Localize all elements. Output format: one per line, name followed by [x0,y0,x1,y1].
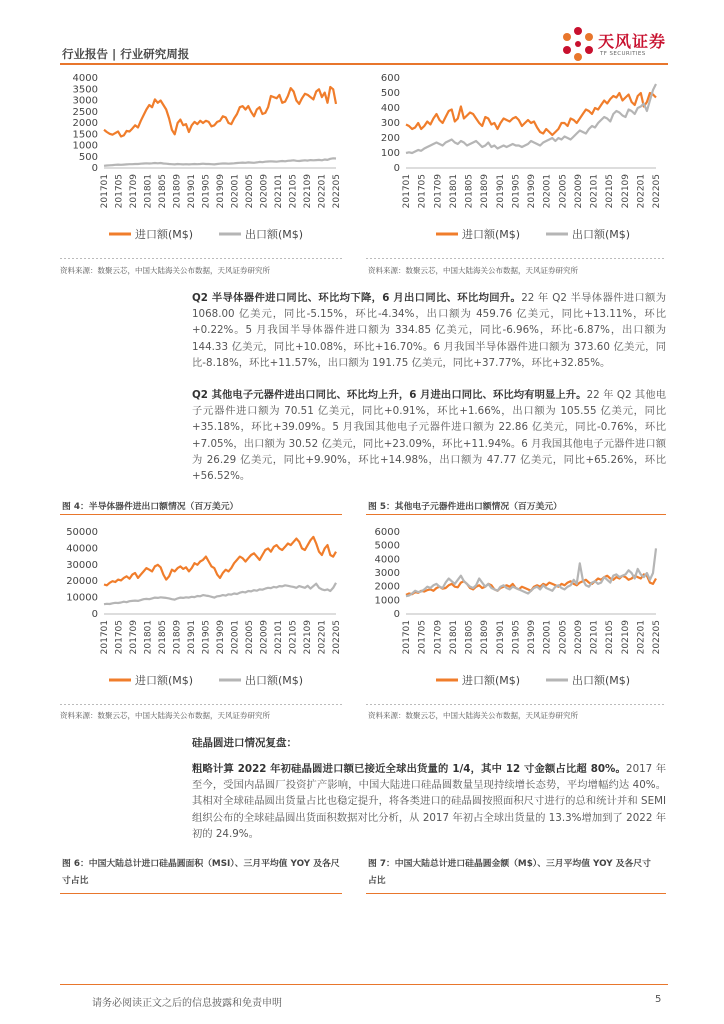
source-note: 资料来源：数聚云芯，中国大陆海关公布数据，天风证券研究所 [60,711,270,720]
legend-label: 出口额(M$) [572,674,631,687]
paragraph-lead: Q2 其他电子元器件进出口同比、环比均上升，6 月进出口同比、环比均有明显上升。 [192,389,587,401]
y-tick-label: 0 [393,609,400,620]
source-note: 资料来源：数聚云芯，中国大陆海关公布数据，天风证券研究所 [368,711,578,720]
x-tick-label: 202205 [332,174,342,209]
legend-label: 出口额(M$) [245,674,304,687]
x-tick-label: 202005 [245,620,255,655]
y-tick-label: 10000 [66,592,98,604]
x-tick-label: 202009 [259,620,270,655]
x-tick-label: 202009 [573,174,584,209]
x-tick-label: 202109 [620,174,631,209]
x-tick-label: 201705 [114,620,125,655]
figure-5-title: 图 5：其他电子元器件进出口额情况（百万美元） [368,502,562,512]
logo-sub: TF SECURITIES [600,51,646,57]
paragraph-lead: Q2 半导体器件进口同比、环比均下降，6 月出口同比、环比均回升。 [192,292,522,304]
x-tick-label: 201805 [158,174,168,209]
x-tick-label: 201801 [143,620,154,655]
chart-svg [62,70,344,250]
y-tick-label: 1500 [72,129,98,141]
y-tick-label: 400 [380,103,400,114]
section-title: 硅晶圆进口情况复盘： [192,737,297,749]
page-number: 5 [655,994,662,1005]
x-tick-label: 202105 [288,620,299,655]
x-tick-label: 201801 [143,174,154,209]
x-tick-label: 201701 [100,620,110,655]
source-note: 资料来源：数聚云芯，中国大陆海关公布数据，天风证券研究所 [368,266,578,275]
x-tick-label: 201905 [201,174,212,209]
footer-disclaimer: 请务必阅读正文之后的信息披露和免责申明 [92,998,282,1009]
y-tick-label: 200 [380,133,400,144]
x-tick-label: 201701 [402,620,412,655]
figure-4-title: 图 4：半导体器件进出口额情况（百万美元） [62,502,239,512]
chart-figure-5 [364,524,664,696]
x-tick-label: 202009 [259,174,270,209]
x-tick-label: 201801 [448,174,459,209]
paragraph-body: 22 年 Q2 其他电子元器件进口额为 70.51 亿美元，同比+0.91%，环比+1.66%，出口额为 105.55 亿美元，同比+35.18%，环比+39.09%。5 月我国其他电子元器件进口额为 22.86 亿美元，同比-0.76%，环比+7.05%，出口额为 30.52 亿美元，同比+23.09%，环比+11.94%。6 月我国其他电子元器件进口额为 26.29 亿美元，同比+9.90%，环比+14.98%，出口额为 47.77 亿美元，同比+65.26%，环比+56.52%。 [192,389,666,483]
series-line-import [104,87,336,137]
x-tick-label: 202001 [230,620,241,655]
x-tick-label: 201705 [417,174,428,209]
x-tick-label: 201709 [129,174,139,209]
figure-rule [366,514,666,515]
x-tick-label: 201901 [187,620,197,655]
x-tick-label: 202201 [636,174,647,209]
y-tick-label: 4000 [374,554,400,566]
source-divider [60,258,342,259]
chart-other-components-top [364,70,664,250]
y-tick-label: 300 [380,118,400,129]
x-tick-label: 201905 [511,174,522,209]
x-tick-label: 202109 [303,620,313,655]
chart-semiconductor-top [62,70,344,250]
x-tick-label: 201709 [129,620,139,655]
x-tick-label: 201809 [172,174,183,209]
x-tick-label: 202001 [542,174,553,209]
chart-svg [62,524,344,696]
x-tick-label: 202201 [317,174,328,209]
y-tick-label: 5000 [374,540,400,552]
x-tick-label: 201805 [464,620,475,655]
source-divider [366,704,666,705]
y-tick-label: 3500 [72,84,98,96]
y-tick-label: 2000 [72,118,98,129]
header-rule [60,63,668,65]
y-tick-label: 40000 [66,543,98,555]
x-tick-label: 202001 [542,620,553,655]
x-tick-label: 202201 [636,620,647,655]
x-tick-label: 201809 [480,174,491,209]
y-tick-label: 20000 [66,576,98,588]
y-tick-label: 3000 [72,95,98,107]
series-line-import [406,93,656,135]
figure-rule [60,893,342,894]
footer-rule [60,984,668,985]
y-tick-label: 1000 [374,595,400,607]
x-tick-label: 201901 [495,174,506,209]
y-tick-label: 100 [380,148,400,159]
source-note: 资料来源：数聚云芯，中国大陆海关公布数据，天风证券研究所 [60,266,270,275]
x-tick-label: 201701 [402,174,412,209]
chart-figure-4 [62,524,344,696]
figure-rule [60,514,342,515]
y-tick-label: 50000 [66,527,98,538]
x-tick-label: 201909 [527,174,537,209]
paragraph-body: 2017 年至今，受国内晶圆厂投资扩产影响，中国大陆进口硅晶圆数量呈现持续增长态势，平均增幅约达 40%。其相对全球硅晶圆出货量占比也稳定提升，将各类进口的硅晶圆按照面积尺寸进行的总和统计并和 SEMI 组织公布的全球硅晶圆出货面积数据对比分析，从 2017 年初占全球出货量的 13.3%增加到了 2022 年初的 24.9%。 [192,763,667,840]
paragraph-other-components [192,387,666,484]
x-tick-label: 202101 [589,174,600,209]
x-tick-label: 202001 [230,174,241,209]
x-tick-label: 202105 [288,174,299,209]
x-tick-label: 201709 [433,174,444,209]
series-line-export [104,158,336,166]
x-tick-label: 202101 [274,620,284,655]
series-line-import [104,537,336,585]
source-divider [366,258,666,259]
x-tick-label: 201905 [511,620,522,655]
y-tick-label: 30000 [66,559,98,571]
legend-label: 出口额(M$) [572,228,631,241]
x-tick-label: 201805 [464,174,475,209]
y-tick-label: 0 [393,163,400,174]
x-tick-label: 202005 [245,174,255,209]
y-tick-label: 2000 [374,581,400,593]
legend-label: 出口额(M$) [245,228,304,241]
figure-6-title: 图 6：中国大陆总计进口硅晶圆面积（MSI）、三月平均值 YOY 及各尺寸占比 [62,859,340,886]
x-tick-label: 201809 [172,620,183,655]
x-tick-label: 202009 [573,620,584,655]
y-tick-label: 2500 [72,106,98,118]
series-line-export [104,583,336,604]
x-tick-label: 201809 [480,620,491,655]
x-tick-label: 201909 [527,620,537,655]
chart-svg [364,70,664,250]
figure-7-title: 图 7：中国大陆总计进口硅晶圆金额（M$）、三月平均值 YOY 及各尺寸占比 [368,859,651,886]
x-tick-label: 202105 [605,174,616,209]
x-tick-label: 201901 [495,620,506,655]
legend-label: 进口额(M$) [462,674,521,687]
legend-label: 进口额(M$) [462,228,521,241]
paragraph-body: 22 年 Q2 半导体器件进口额为 1068.00 亿美元，同比-5.15%，环比-4.34%，出口额为 459.76 亿美元，同比+13.11%，环比+0.22%。5 月我国半导体器件进口额为 334.85 亿美元，同比-6.96%，环比-6.87%，出口额为 144.33 亿美元，同比+10.08%，环比+16.70%。6 月我国半导体器件进口额为 373.60 亿美元，同比-8.18%，环比+11.57%，出口额为 191.75 亿美元，同比+37.77%，环比+32.85%。 [192,292,666,369]
x-tick-label: 202005 [558,174,569,209]
x-tick-label: 201909 [216,620,226,655]
x-tick-label: 202201 [317,620,328,655]
paragraph-silicon-wafer [192,761,666,842]
x-tick-label: 202205 [652,620,662,655]
y-tick-label: 600 [380,73,400,84]
paragraph-lead: 粗略计算 2022 年初硅晶圆进口额已接近全球出货量的 1/4，其中 12 寸金额占比超 80%。 [192,763,627,775]
chart-svg [364,524,664,696]
x-tick-label: 201709 [433,620,444,655]
x-tick-label: 202101 [589,620,600,655]
y-tick-label: 500 [78,151,98,163]
x-tick-label: 202205 [332,620,342,655]
x-tick-label: 201901 [187,174,197,209]
x-tick-label: 202105 [605,620,616,655]
legend-label: 进口额(M$) [135,228,194,241]
x-tick-label: 201905 [201,620,212,655]
y-tick-label: 0 [91,609,98,620]
y-tick-label: 3000 [374,568,400,579]
x-tick-label: 202109 [620,620,631,655]
source-divider [60,704,342,705]
x-tick-label: 202205 [652,174,662,209]
y-tick-label: 6000 [374,527,400,538]
x-tick-label: 201909 [216,174,226,209]
x-tick-label: 202101 [274,174,284,209]
x-tick-label: 201705 [114,174,125,209]
y-tick-label: 4000 [72,73,98,84]
x-tick-label: 201705 [417,620,428,655]
figure-rule [366,893,666,894]
logo-name: 天风证券 [598,32,667,51]
report-header-title: 行业报告 | 行业研究周报 [62,47,190,61]
x-tick-label: 201801 [448,620,459,655]
logo [560,26,675,66]
x-tick-label: 201805 [158,620,168,655]
x-tick-label: 201701 [100,174,110,209]
x-tick-label: 202005 [558,620,569,655]
logo-mark-icon [560,26,596,62]
legend-label: 进口额(M$) [135,674,194,687]
y-tick-label: 0 [91,163,98,174]
x-tick-label: 202109 [303,174,313,209]
y-tick-label: 1000 [72,140,98,152]
y-tick-label: 500 [380,88,400,99]
paragraph-semiconductor [192,290,666,371]
